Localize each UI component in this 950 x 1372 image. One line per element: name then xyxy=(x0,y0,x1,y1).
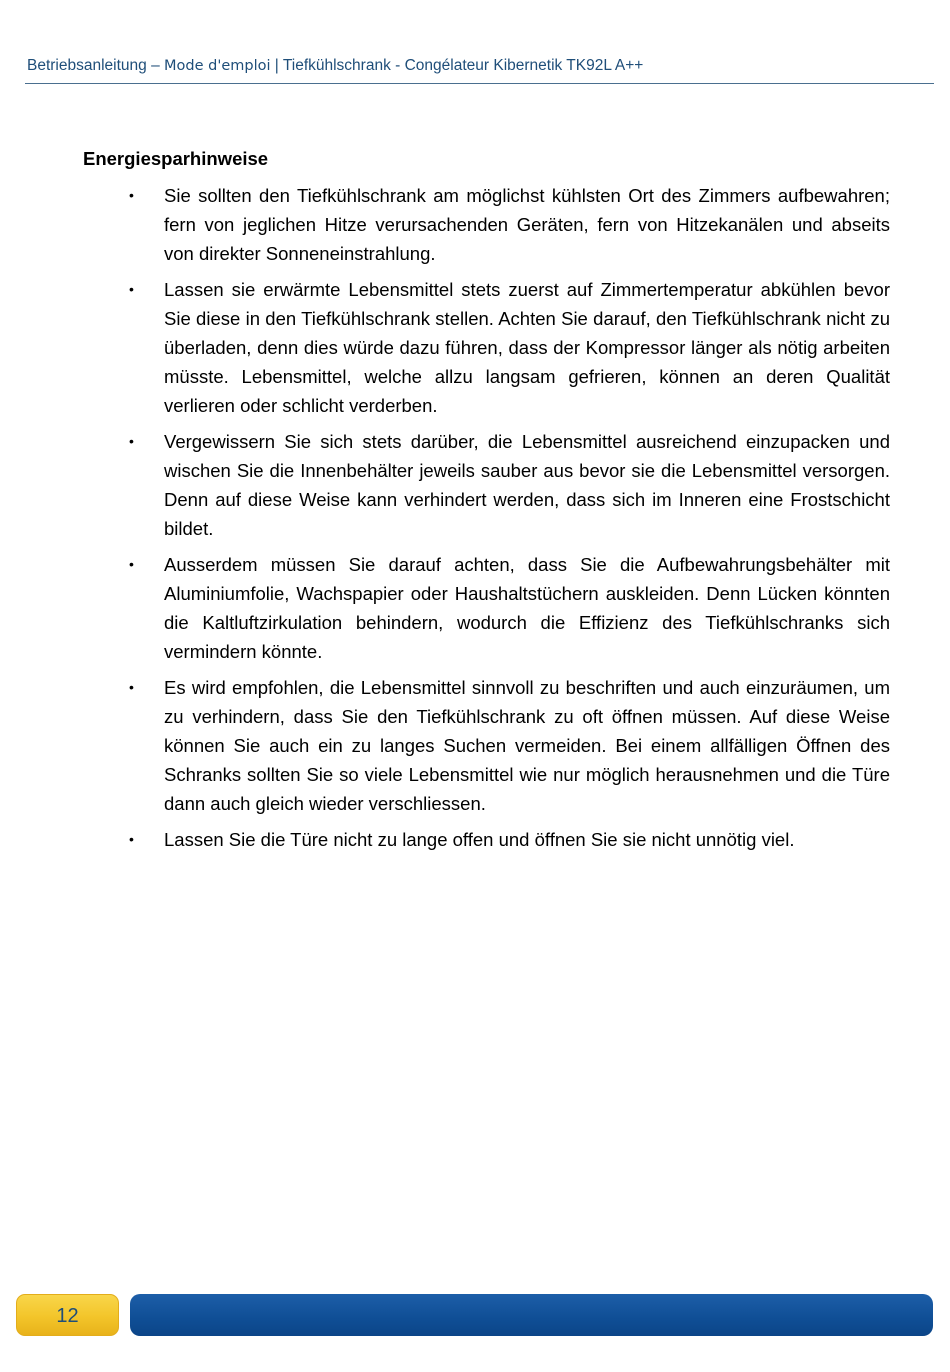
bullet-icon: • xyxy=(129,433,134,449)
list-item-text: Lassen sie erwärmte Lebensmittel stets zuerst auf Zimmertemperatur abkühlen bevor Sie diese in den Tiefkühlschrank stellen. Achten Sie darauf, den Tiefkühlschrank nicht zu überladen, denn dies würde dazu führen, dass der Kompressor länger als nötig arbeiten müsste. Lebensmittel, welche allzu langsam gefrieren, können an deren Qualität verlieren oder schlicht verderben. xyxy=(164,279,890,416)
header-divider xyxy=(25,83,934,84)
list-item xyxy=(125,673,890,818)
list-item-text: Ausserdem müssen Sie darauf achten, dass Sie die Aufbewahrungsbehälter mit Aluminiumfolie, Wachspapier oder Haushaltstüchern auskleiden. Denn Lücken könnten die Kaltluftzirkulation behindern, wodurch die Effizienz des Tiefkühlschranks sich vermindern könnte. xyxy=(164,554,890,662)
section-heading: Energiesparhinweise xyxy=(83,148,269,169)
tips-list xyxy=(125,181,890,861)
list-item-text: Lassen Sie die Türe nicht zu lange offen und öffnen Sie sie nicht unnötig viel. xyxy=(164,829,795,850)
bullet-icon: • xyxy=(129,831,134,847)
bullet-icon: • xyxy=(129,281,134,297)
bullet-icon: • xyxy=(129,187,134,203)
footer-bar xyxy=(130,1294,933,1336)
bullet-icon: • xyxy=(129,679,134,695)
header-product: | Tiefkühlschrank - Congélateur Kibernetik TK92L A++ xyxy=(270,57,644,74)
page-number-badge: 12 xyxy=(16,1294,119,1336)
bullet-icon: • xyxy=(129,556,134,572)
list-item-text: Sie sollten den Tiefkühlschrank am möglichst kühlsten Ort des Zimmers aufbewahren; fern von jeglichen Hitze verursachenden Geräten, fern von Hitzekanälen und abseits von direkter Sonneneinstrahlung. xyxy=(164,185,890,264)
list-item xyxy=(125,275,890,420)
list-item-text: Vergewissern Sie sich stets darüber, die Lebensmittel ausreichend einzupacken und wischen Sie die Innenbehälter jeweils sauber aus bevor sie die Lebensmittel versorgen. Denn auf diese Weise kann verhindert werden, dass sich im Inneren eine Frostschicht bildet. xyxy=(164,431,890,539)
list-item xyxy=(125,181,890,268)
list-item xyxy=(125,427,890,543)
list-item xyxy=(125,825,890,854)
header-title-fr: Mode d'emploi xyxy=(164,58,271,74)
list-item xyxy=(125,550,890,666)
header-title-de: Betriebsanleitung – xyxy=(27,57,165,74)
running-header xyxy=(27,57,932,75)
list-item-text: Es wird empfohlen, die Lebensmittel sinnvoll zu beschriften und auch einzuräumen, um zu verhindern, dass Sie den Tiefkühlschrank zu oft öffnen müssen. Auf diese Weise können Sie auch ein zu langes Suchen vermeiden. Bei einem allfälligen Öffnen des Schranks sollten Sie so viele Lebensmittel wie nur möglich herausnehmen und die Türe dann auch gleich wieder verschliessen. xyxy=(164,677,890,814)
